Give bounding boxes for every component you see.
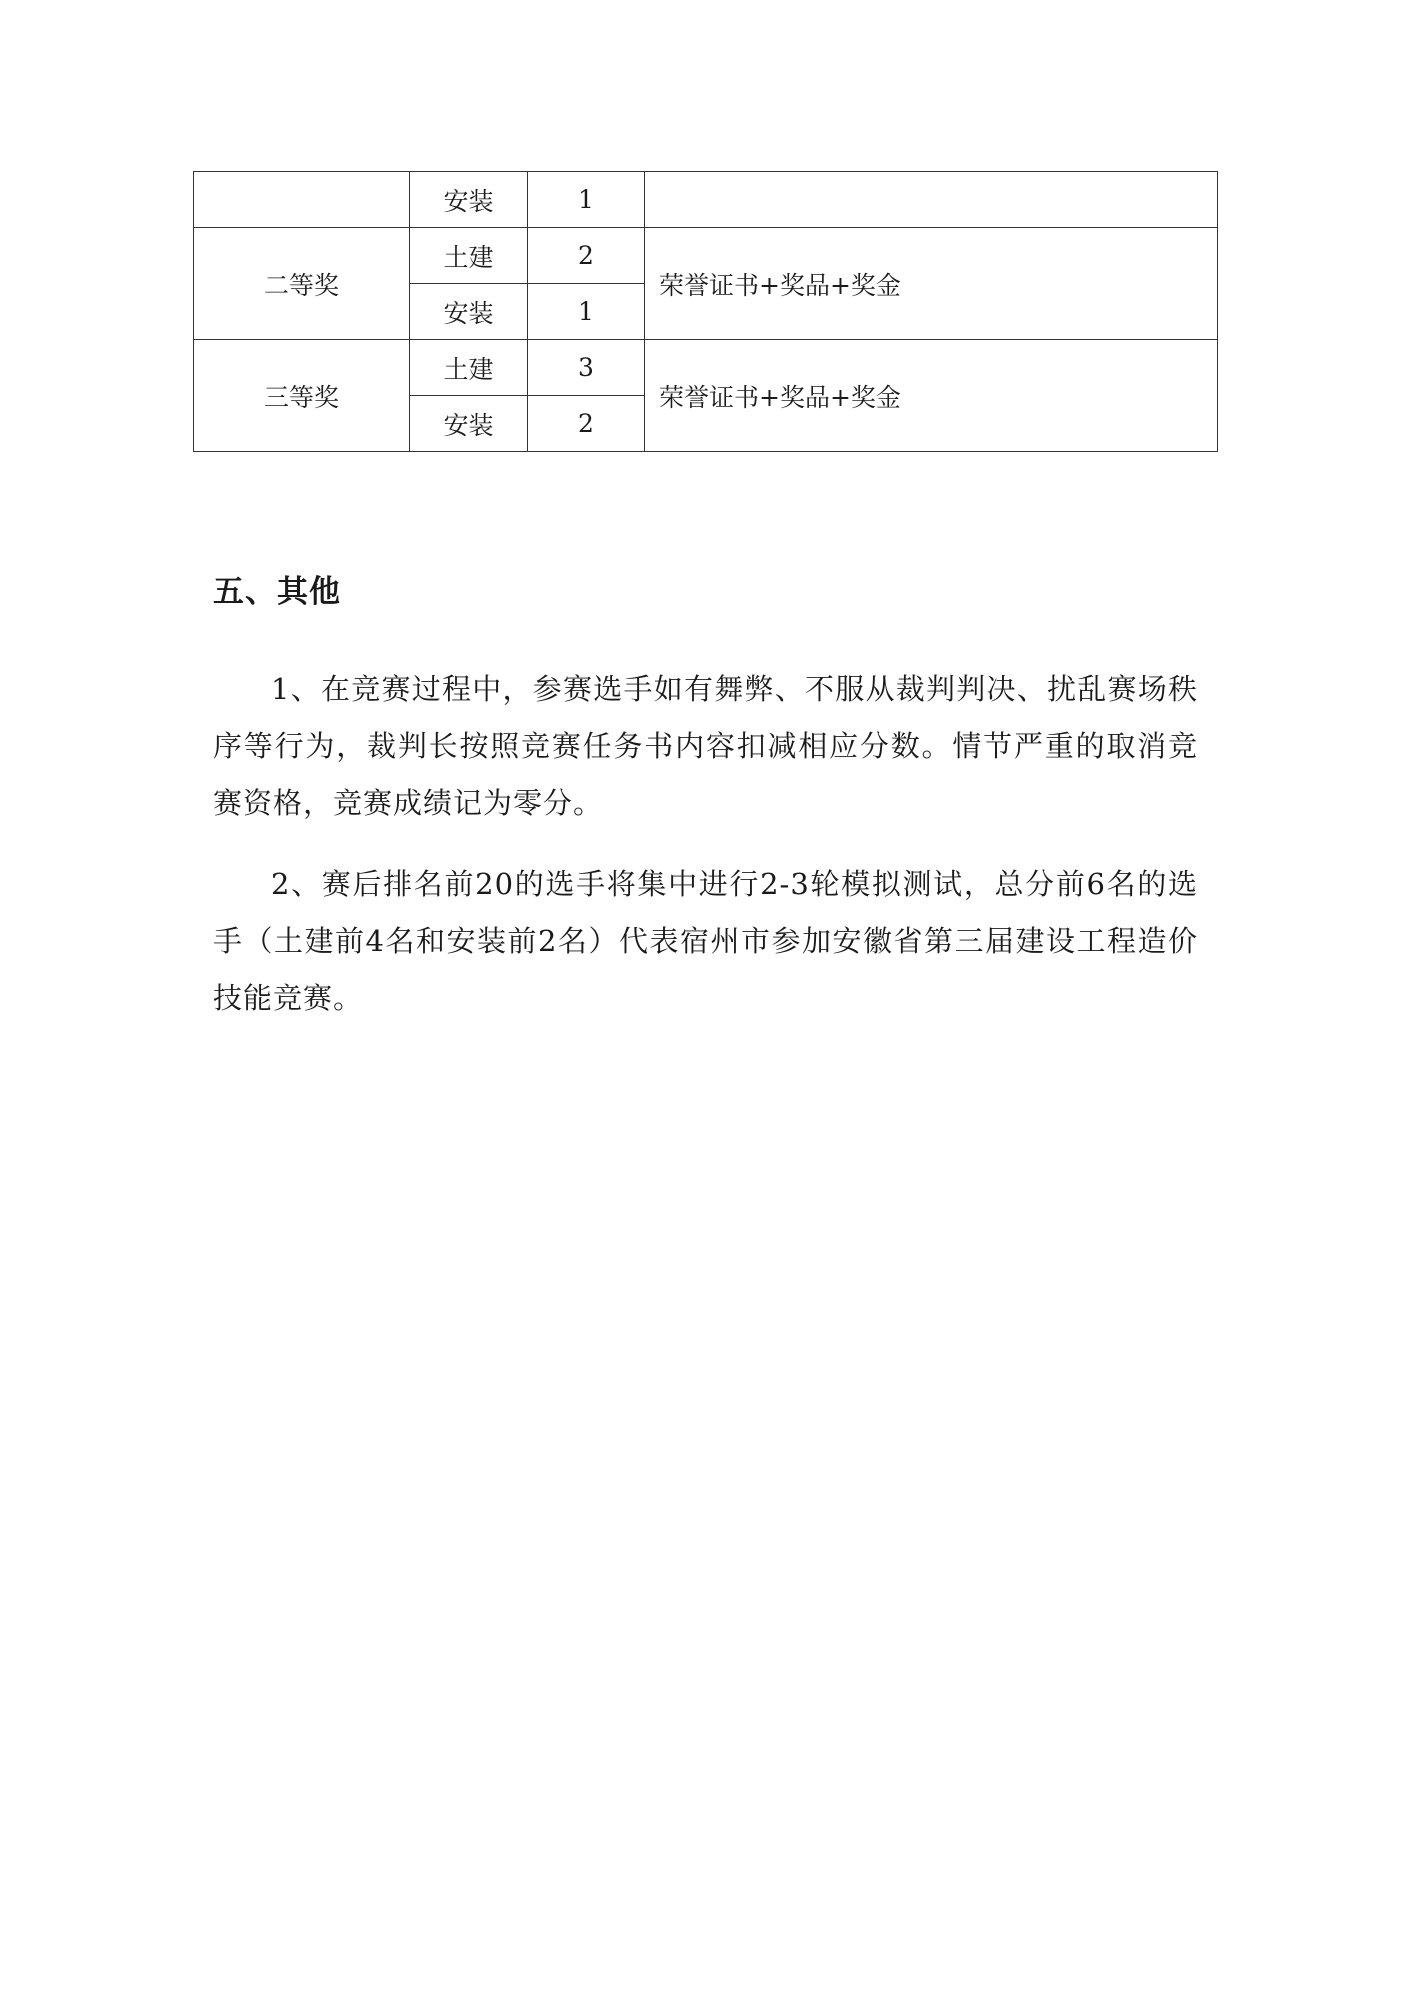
award-level-cell: 三等奖 [194, 340, 410, 452]
count-cell: 2 [528, 228, 645, 284]
prize-cell: 荣誉证书+奖品+奖金 [645, 340, 1218, 452]
table-row [194, 228, 1218, 284]
category-cell: 安装 [410, 396, 528, 452]
section-heading: 五、其他 [213, 574, 341, 610]
paragraph-2: 2、赛后排名前20的选手将集中进行2-3轮模拟测试，总分前6名的选手（土建前4名和安装前2名）代表宿州市参加安徽省第三届建设工程造价技能竞赛。 [213, 867, 1198, 1015]
prize-cell [645, 172, 1218, 228]
awards-table [193, 171, 1218, 452]
count-cell: 2 [528, 396, 645, 452]
table-row [194, 340, 1218, 396]
award-level-cell: 二等奖 [194, 228, 410, 340]
count-cell: 3 [528, 340, 645, 396]
paragraph-1: 1、在竞赛过程中，参赛选手如有舞弊、不服从裁判判决、扰乱赛场秩序等行为，裁判长按照竞赛任务书内容扣减相应分数。情节严重的取消竞赛资格，竞赛成绩记为零分。 [213, 672, 1198, 820]
table-row [194, 172, 1218, 228]
prize-cell: 荣誉证书+奖品+奖金 [645, 228, 1218, 340]
category-cell: 土建 [410, 340, 528, 396]
count-cell: 1 [528, 172, 645, 228]
count-cell: 1 [528, 284, 645, 340]
category-cell: 安装 [410, 172, 528, 228]
award-level-cell [194, 172, 410, 228]
category-cell: 安装 [410, 284, 528, 340]
category-cell: 土建 [410, 228, 528, 284]
